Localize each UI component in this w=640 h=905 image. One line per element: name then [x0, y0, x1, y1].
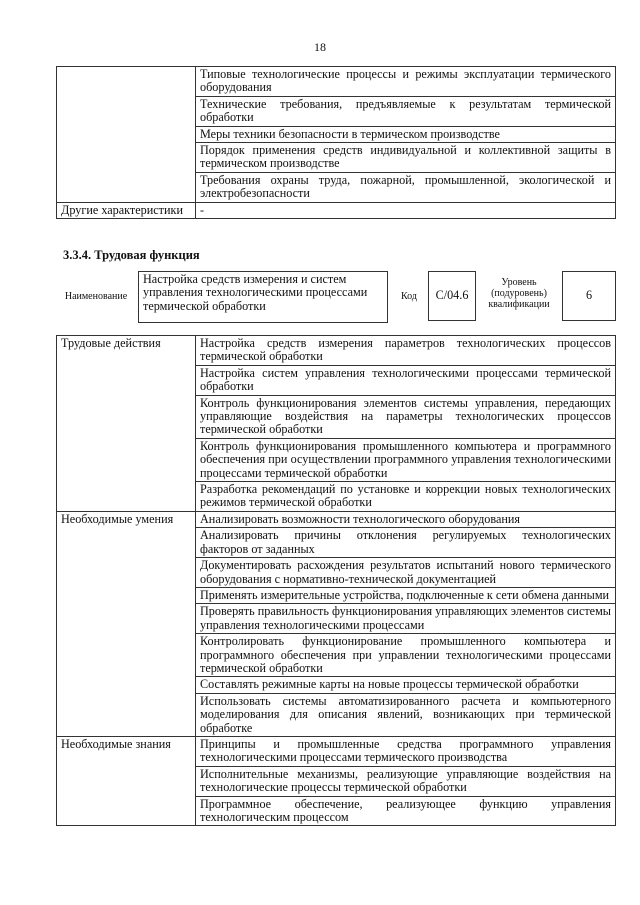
empty-label-cell — [57, 67, 196, 203]
knowledge-item: Порядок применения средств индивидуальной и коллективной защиты в термическом производстве — [196, 143, 616, 173]
skill-item: Применять измерительные устройства, подключенные к сети обмена данными — [196, 587, 616, 603]
skill-item: Контролировать функционирование промышленного компьютера и программного обеспечения при управлении технологическими процессами термической обработки — [196, 634, 616, 677]
name-label: Наименование — [64, 291, 128, 302]
skill-item: Составлять режимные карты на новые процессы термической обработки — [196, 677, 616, 693]
skill-item: Проверять правильность функционирования управляющих элементов системы управления технологическими процессами — [196, 604, 616, 634]
page-number: 18 — [314, 40, 326, 54]
knowledge-item: Технические требования, предъявляемые к результатам термической обработки — [196, 96, 616, 126]
function-name: Настройка средств измерения и систем управления технологическими процессами термической обработки — [138, 271, 388, 323]
knowledge-item: Принципы и промышленные средства программного управления технологическими процессами термического производства — [196, 736, 616, 766]
knowledge-item: Типовые технологические процессы и режимы эксплуатации термического оборудования — [196, 67, 616, 97]
other-characteristics-label: Другие характеристики — [57, 202, 196, 218]
level-label: Уровень (подуровень) квалификации — [488, 277, 550, 310]
knowledge-item: Программное обеспечение, реализующее функцию управления технологическим процессом — [196, 796, 616, 826]
knowledge-item: Меры техники безопасности в термическом производстве — [196, 126, 616, 142]
action-item: Настройка систем управления технологическими процессами термической обработки — [196, 365, 616, 395]
top-table — [56, 66, 616, 219]
knowledge-item: Исполнительные механизмы, реализующие управляющие воздействия на технологические процессы термической обработки — [196, 766, 616, 796]
knowledge-label: Необходимые знания — [57, 736, 196, 825]
skill-item: Документировать расхождения результатов испытаний нового термического оборудования с нормативно-технической документацией — [196, 558, 616, 588]
action-item: Разработка рекомендаций по установке и коррекции новых технологических режимов термической обработки — [196, 482, 616, 512]
skills-label: Необходимые умения — [57, 511, 196, 736]
section-heading: 3.3.4. Трудовая функция — [63, 248, 200, 262]
action-item: Контроль функционирования промышленного компьютера и программного обеспечения при осуществлении программного управления технологическими процессами термической обработки — [196, 438, 616, 481]
action-item: Настройка средств измерения параметров технологических процессов термической обработки — [196, 336, 616, 366]
knowledge-item: Требования охраны труда, пожарной, промышленной, экологической и электробезопасности — [196, 172, 616, 202]
main-table — [56, 335, 616, 826]
skill-item: Использовать системы автоматизированного расчета и компьютерного моделирования для описания явлений, возникающих при термической обработке — [196, 693, 616, 736]
other-characteristics-value: - — [196, 202, 616, 218]
function-code: С/04.6 — [428, 271, 476, 321]
qualification-level: 6 — [562, 271, 616, 321]
action-item: Контроль функционирования элементов системы управления, передающих управляющие воздействия на параметры технологических процессов термической обработки — [196, 395, 616, 438]
code-label: Код — [401, 291, 417, 302]
skill-item: Анализировать возможности технологического оборудования — [196, 511, 616, 527]
actions-label: Трудовые действия — [57, 336, 196, 512]
skill-item: Анализировать причины отклонения регулируемых технологических факторов от заданных — [196, 528, 616, 558]
